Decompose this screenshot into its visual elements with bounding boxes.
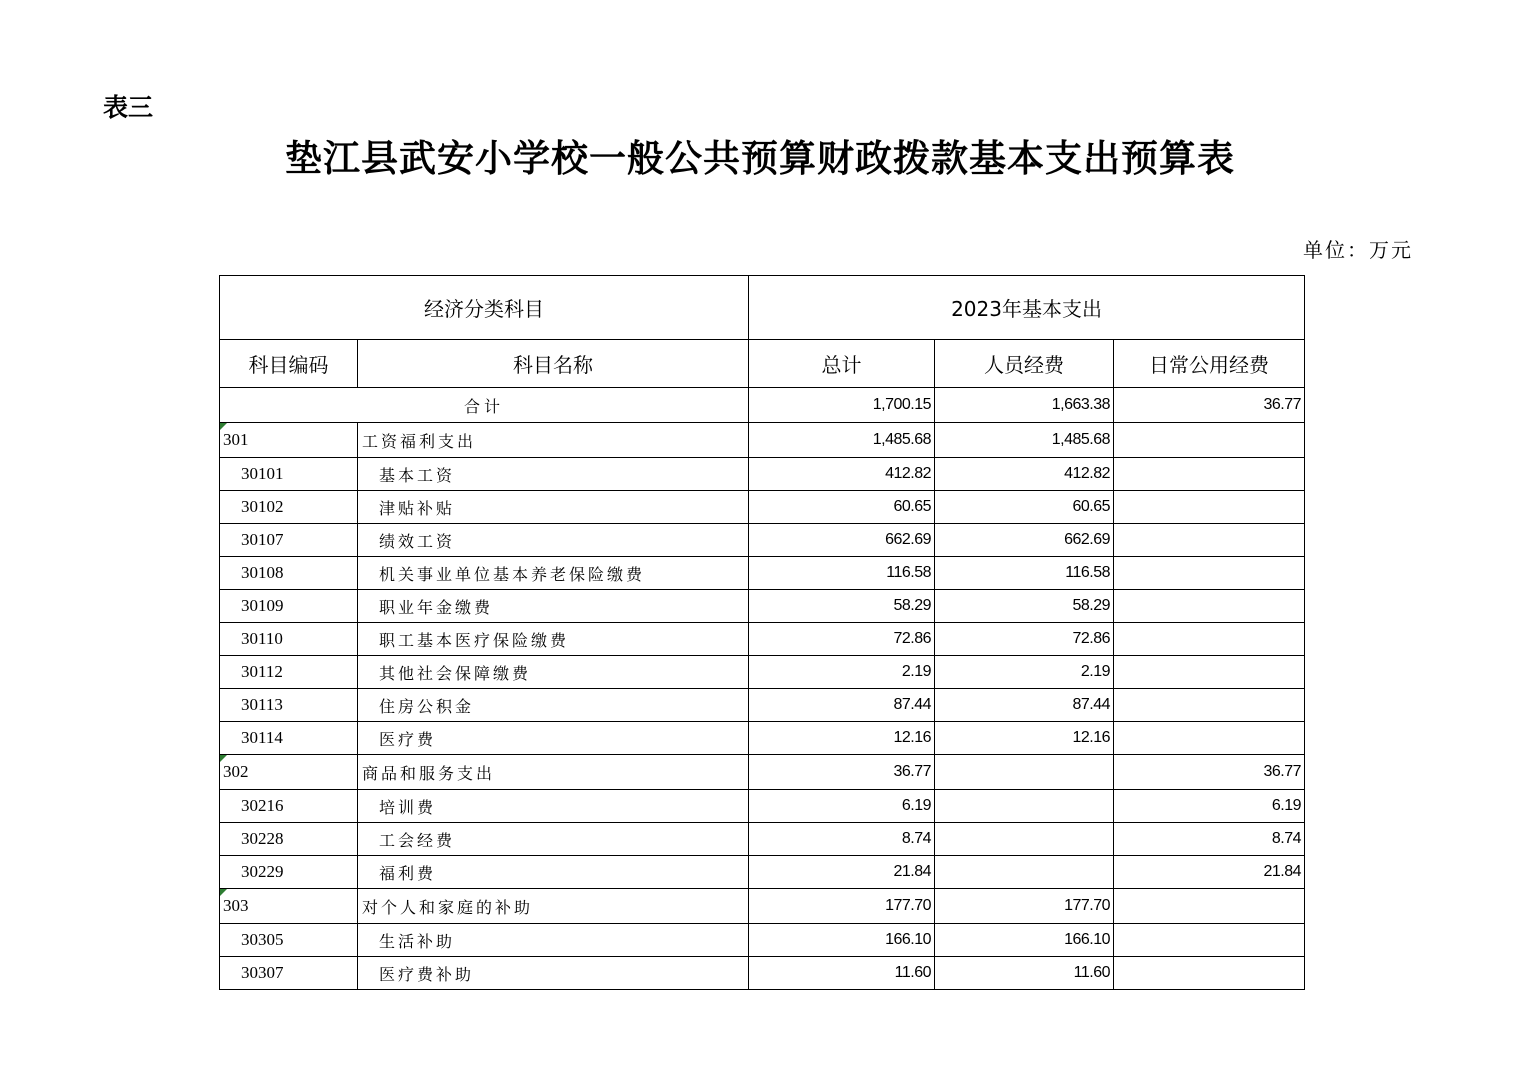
table-row (220, 924, 1305, 957)
subject-code-cell (220, 790, 358, 823)
personnel-expenses-cell (935, 889, 1114, 924)
table-row (220, 491, 1305, 524)
subject-name-cell (358, 623, 749, 656)
total-cell (749, 856, 935, 889)
personnel-expenses-cell (935, 656, 1114, 689)
total-cell (749, 689, 935, 722)
subject-name-cell (358, 957, 749, 990)
subject-name-cell (358, 722, 749, 755)
subject-code-cell (220, 557, 358, 590)
total-cell (749, 491, 935, 524)
total-cell (749, 557, 935, 590)
subject-name-text: 医疗费 (379, 729, 437, 749)
total-row (220, 388, 1305, 423)
total-text: 177.70 (885, 897, 931, 914)
header-subject-code: 科目编码 (220, 340, 358, 388)
subject-name-cell (358, 590, 749, 623)
total-text: 116.58 (886, 564, 931, 581)
table-row (220, 722, 1305, 755)
table-row (220, 590, 1305, 623)
header-total: 总计 (749, 340, 935, 388)
subject-code-text: 30101 (241, 464, 284, 483)
total-cell (749, 623, 935, 656)
total-cell (749, 823, 935, 856)
total-cell (749, 790, 935, 823)
subject-code-text: 30305 (241, 930, 284, 949)
subject-code-cell (220, 423, 358, 458)
personnel-expenses-text: 177.70 (1064, 897, 1110, 914)
total-text: 166.10 (885, 931, 931, 948)
category-row (220, 755, 1305, 790)
personnel-expenses-text: 87.44 (1072, 696, 1110, 713)
public-expenses-cell (1114, 722, 1305, 755)
subject-name-cell (358, 458, 749, 491)
table-row (220, 856, 1305, 889)
total-cell (749, 924, 935, 957)
total-cell (749, 590, 935, 623)
subject-code-text: 30228 (241, 829, 284, 848)
subject-code-text: 30216 (241, 796, 284, 815)
personnel-expenses-cell (935, 590, 1114, 623)
cell-marker-icon (220, 889, 227, 896)
total-text: 58.29 (893, 597, 931, 614)
table-row (220, 623, 1305, 656)
table-row (220, 524, 1305, 557)
table-row (220, 557, 1305, 590)
personnel-expenses-text: 166.10 (1064, 931, 1110, 948)
total-text: 72.86 (893, 630, 931, 647)
public-expenses-cell (1114, 524, 1305, 557)
personnel-expenses-cell (935, 924, 1114, 957)
subject-name-text: 福利费 (379, 863, 437, 883)
subject-name-text: 医疗费补助 (379, 964, 475, 984)
total-cell (749, 957, 935, 990)
subject-name-text: 工资福利支出 (362, 431, 477, 451)
public-expenses-cell (1114, 924, 1305, 957)
table-row (220, 823, 1305, 856)
subject-name-cell (358, 557, 749, 590)
subject-code-text: 30112 (241, 662, 283, 681)
public-expenses-cell (1114, 423, 1305, 458)
subject-name-text: 其他社会保障缴费 (379, 663, 532, 683)
total-text: 12.16 (893, 729, 931, 746)
table-row (220, 790, 1305, 823)
subject-name-text: 职业年金缴费 (379, 597, 494, 617)
subject-name-text: 生活补助 (379, 931, 456, 951)
personnel-expenses-text: 116.58 (1065, 564, 1110, 581)
public-expenses-cell (1114, 491, 1305, 524)
header-subject-name: 科目名称 (358, 340, 749, 388)
personnel-expenses-cell (935, 957, 1114, 990)
personnel-expenses-text: 11.60 (1073, 964, 1110, 981)
subject-code-cell (220, 924, 358, 957)
personnel-expenses-cell (935, 557, 1114, 590)
total-text: 662.69 (885, 531, 931, 548)
public-expenses-cell (1114, 623, 1305, 656)
subject-name-text: 基本工资 (379, 465, 456, 485)
budget-table (219, 275, 1305, 990)
cell-marker-icon (220, 755, 227, 762)
total-cell (749, 458, 935, 491)
public-expenses-text: 21.84 (1263, 863, 1302, 880)
subject-name-cell (358, 823, 749, 856)
subject-code-text: 30109 (241, 596, 284, 615)
subject-code-cell (220, 590, 358, 623)
subject-name-text: 住房公积金 (379, 696, 475, 716)
subject-name-text: 绩效工资 (379, 531, 456, 551)
header-personnel-expenses: 人员经费 (935, 340, 1114, 388)
subject-code-text: 30108 (241, 563, 284, 582)
total-text: 11.60 (894, 964, 931, 981)
subject-code-text: 30107 (241, 530, 284, 549)
total-text: 36.77 (893, 763, 931, 780)
subject-name-cell (358, 755, 749, 790)
subject-name-cell (358, 524, 749, 557)
subject-code-text: 30110 (241, 629, 283, 648)
subject-code-text: 30102 (241, 497, 284, 516)
header-public-expenses: 日常公用经费 (1114, 340, 1305, 388)
table-row (220, 957, 1305, 990)
unit-label: 单位：万元 (1303, 238, 1413, 262)
public-expenses-cell (1114, 889, 1305, 924)
total-text: 60.65 (893, 498, 931, 515)
subject-name-cell (358, 423, 749, 458)
subject-name-text: 工会经费 (379, 830, 456, 850)
personnel-expenses-text: 662.69 (1064, 531, 1110, 548)
table-row (220, 656, 1305, 689)
subject-code-cell (220, 689, 358, 722)
page-title: 垫江县武安小学校一般公共预算财政拨款基本支出预算表 (285, 136, 1235, 180)
subject-name-cell (358, 656, 749, 689)
subject-code-cell (220, 458, 358, 491)
total-text: 1,485.68 (872, 431, 931, 448)
total-text: 2.19 (901, 663, 931, 680)
public-expenses-cell (1114, 689, 1305, 722)
subject-name-cell (358, 491, 749, 524)
category-row (220, 423, 1305, 458)
subject-name-text: 对个人和家庭的补助 (362, 897, 534, 917)
public-expenses-cell (1114, 656, 1305, 689)
subject-name-text: 机关事业单位基本养老保险缴费 (379, 564, 646, 584)
total-cell (749, 889, 935, 924)
total-personnel: 1,663.38 (935, 388, 1114, 423)
subject-name-cell (358, 689, 749, 722)
total-cell (749, 722, 935, 755)
subject-code-text: 302 (223, 762, 249, 781)
total-text: 412.82 (885, 465, 931, 482)
subject-name-text: 商品和服务支出 (362, 763, 496, 783)
subject-code-text: 30113 (241, 695, 283, 714)
subject-name-cell (358, 856, 749, 889)
public-expenses-text: 8.74 (1271, 830, 1302, 847)
subject-code-cell (220, 524, 358, 557)
personnel-expenses-cell (935, 623, 1114, 656)
header-economic-classification: 经济分类科目 (220, 276, 749, 340)
header-row-group (220, 276, 1305, 340)
personnel-expenses-cell (935, 722, 1114, 755)
public-expenses-cell (1114, 823, 1305, 856)
header-row-columns (220, 340, 1305, 388)
total-public: 36.77 (1114, 388, 1305, 423)
table-number-label: 表三 (103, 93, 154, 122)
personnel-expenses-cell (935, 856, 1114, 889)
total-text: 8.74 (901, 830, 931, 847)
total-text: 21.84 (893, 863, 931, 880)
subject-name-text: 津贴补贴 (379, 498, 456, 518)
total-label: 合计 (220, 388, 749, 423)
public-expenses-cell (1114, 755, 1305, 790)
subject-code-cell (220, 491, 358, 524)
subject-name-cell (358, 790, 749, 823)
total-cell (749, 524, 935, 557)
total-cell (749, 423, 935, 458)
subject-name-cell (358, 889, 749, 924)
total-cell (749, 656, 935, 689)
personnel-expenses-text: 12.16 (1072, 729, 1110, 746)
subject-name-text: 培训费 (379, 797, 437, 817)
personnel-expenses-cell (935, 458, 1114, 491)
public-expenses-cell (1114, 458, 1305, 491)
total-text: 6.19 (901, 797, 931, 814)
personnel-expenses-cell (935, 524, 1114, 557)
subject-code-cell (220, 957, 358, 990)
cell-marker-icon (220, 423, 227, 430)
subject-code-text: 30307 (241, 963, 284, 982)
personnel-expenses-cell (935, 823, 1114, 856)
subject-code-text: 30229 (241, 862, 284, 881)
subject-name-cell (358, 924, 749, 957)
public-expenses-cell (1114, 957, 1305, 990)
subject-code-cell (220, 722, 358, 755)
category-row (220, 889, 1305, 924)
public-expenses-cell (1114, 557, 1305, 590)
subject-code-cell (220, 856, 358, 889)
public-expenses-text: 6.19 (1271, 797, 1302, 814)
personnel-expenses-text: 1,485.68 (1051, 431, 1110, 448)
subject-code-cell (220, 889, 358, 924)
subject-code-cell (220, 755, 358, 790)
table-row (220, 689, 1305, 722)
personnel-expenses-text: 2.19 (1080, 663, 1110, 680)
subject-code-cell (220, 623, 358, 656)
subject-code-text: 301 (223, 430, 249, 449)
total-cell (749, 755, 935, 790)
public-expenses-cell (1114, 590, 1305, 623)
public-expenses-text: 36.77 (1263, 763, 1302, 780)
subject-code-cell (220, 823, 358, 856)
total-total: 1,700.15 (749, 388, 935, 423)
public-expenses-cell (1114, 790, 1305, 823)
personnel-expenses-text: 412.82 (1064, 465, 1110, 482)
subject-code-text: 303 (223, 896, 249, 915)
total-text: 87.44 (893, 696, 931, 713)
subject-code-text: 30114 (241, 728, 283, 747)
public-expenses-cell (1114, 856, 1305, 889)
personnel-expenses-text: 72.86 (1072, 630, 1110, 647)
personnel-expenses-text: 60.65 (1072, 498, 1110, 515)
personnel-expenses-cell (935, 689, 1114, 722)
personnel-expenses-text: 58.29 (1072, 597, 1110, 614)
subject-code-cell (220, 656, 358, 689)
header-basic-expenditure-2023: 2023年基本支出 (749, 276, 1305, 340)
personnel-expenses-cell (935, 755, 1114, 790)
personnel-expenses-cell (935, 491, 1114, 524)
subject-name-text: 职工基本医疗保险缴费 (379, 630, 570, 650)
personnel-expenses-cell (935, 423, 1114, 458)
personnel-expenses-cell (935, 790, 1114, 823)
table-row (220, 458, 1305, 491)
